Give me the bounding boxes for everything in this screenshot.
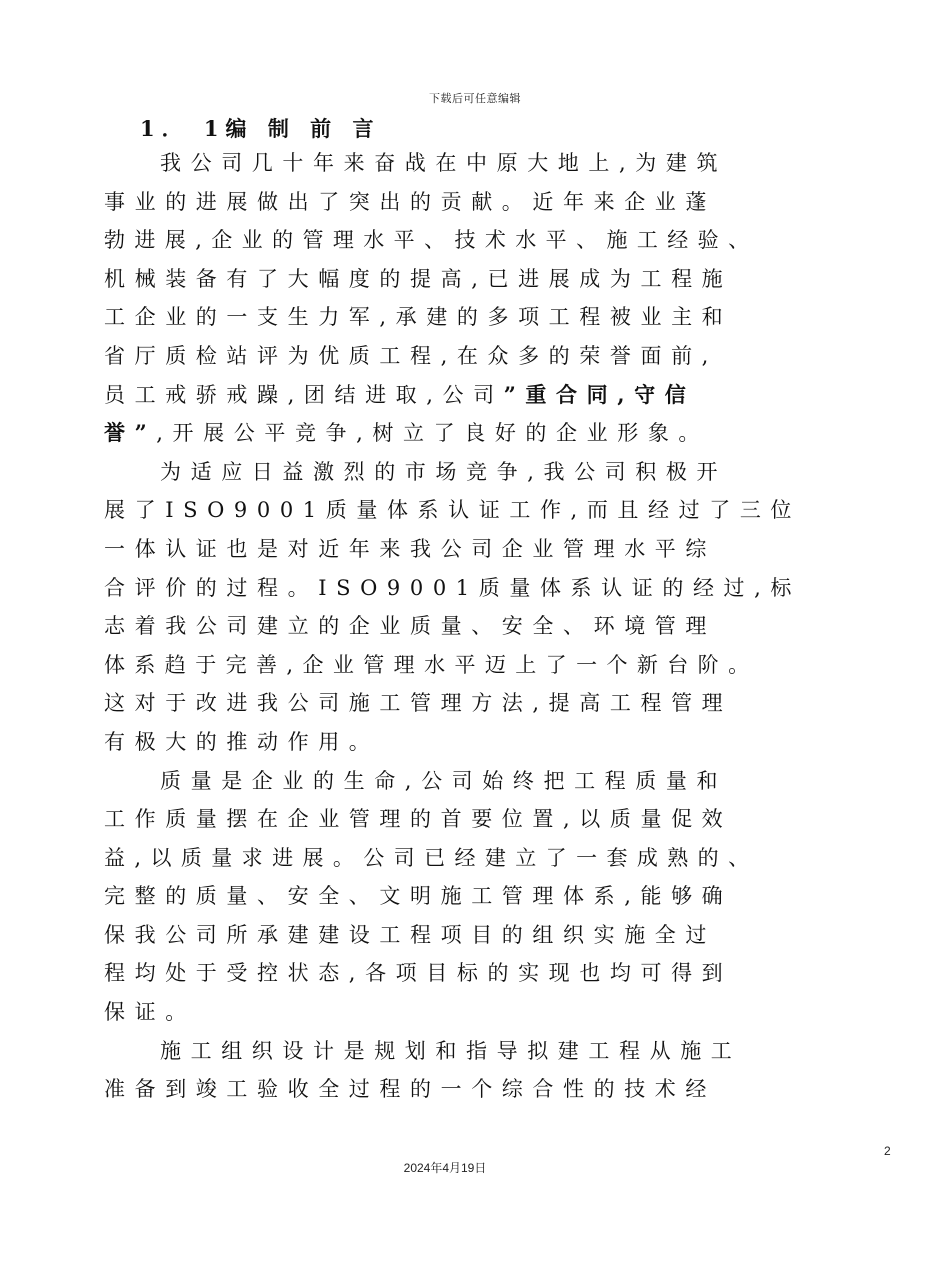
- text-line: 准备到竣工验收全过程的一个综合性的技术经: [104, 1077, 716, 1102]
- text-segment: 员工戒骄戒躁,团结进取,公司: [104, 382, 504, 407]
- text-line: 志着我公司建立的企业质量、安全、环境管理: [104, 614, 716, 639]
- text-line: 施工组织设计是规划和指导拟建工程从施工: [160, 1038, 742, 1063]
- text-line: 工作质量摆在企业管理的首要位置,以质量促效: [104, 807, 733, 832]
- text-line: 勃进展,企业的管理水平、技术水平、施工经验、: [104, 228, 759, 253]
- text-line: 有极大的推动作用。: [104, 729, 380, 754]
- text-line: 这对于改进我公司施工管理方法,提高工程管理: [104, 691, 733, 716]
- text-line: 完整的质量、安全、文明施工管理体系,能够确: [104, 884, 733, 909]
- text-line: 工企业的一支生力军,承建的多项工程被业主和: [104, 305, 733, 330]
- text-segment: ,开展公平竞争,树立了良好的企业形象。: [156, 421, 710, 446]
- body-text: [104, 144, 878, 1109]
- text-line: 展了ISO9001质量体系认证工作,而且经过了三位: [104, 498, 802, 523]
- text-line: 省厅质检站评为优质工程,在众多的荣誉面前,: [104, 343, 718, 368]
- emphasis-text: ”重合同,守信: [503, 381, 696, 407]
- text-line: 合评价的过程。ISO9001质量体系认证的经过,标: [104, 575, 802, 600]
- text-line: 为适应日益激烈的市场竞争,我公司积极开: [160, 459, 728, 484]
- text-line: 保我公司所承建建设工程项目的组织实施全过: [104, 922, 716, 947]
- text-line: 机械装备有了大幅度的提高,已进展成为工程施: [104, 266, 733, 291]
- text-line: 质量是企业的生命,公司始终把工程质量和: [160, 768, 728, 793]
- text-line: 一体认证也是对近年来我公司企业管理水平综: [104, 536, 716, 561]
- text-line: 益,以质量求进展。公司已经建立了一套成熟的、: [104, 845, 759, 870]
- text-line: 事业的进展做出了突出的贡献。近年来企业蓬: [104, 189, 716, 214]
- header-note: 下载后可任意编辑: [429, 92, 521, 105]
- page-number: 2: [884, 1144, 891, 1158]
- text-line: 程均处于受控状态,各项目标的实现也均可得到: [104, 961, 733, 986]
- text-line: 保证。: [104, 1000, 196, 1025]
- text-line: [104, 376, 878, 415]
- text-line: 体系趋于完善,企业管理水平迈上了一个新台阶。: [104, 652, 759, 677]
- text-line: [104, 414, 878, 453]
- emphasis-text: 誉”: [104, 420, 157, 446]
- footer-date: 2024年4月19日: [403, 1161, 487, 1175]
- text-line: 我公司几十年来奋战在中原大地上,为建筑: [160, 151, 728, 175]
- section-heading: 1． 1编 制 前 言: [140, 116, 381, 141]
